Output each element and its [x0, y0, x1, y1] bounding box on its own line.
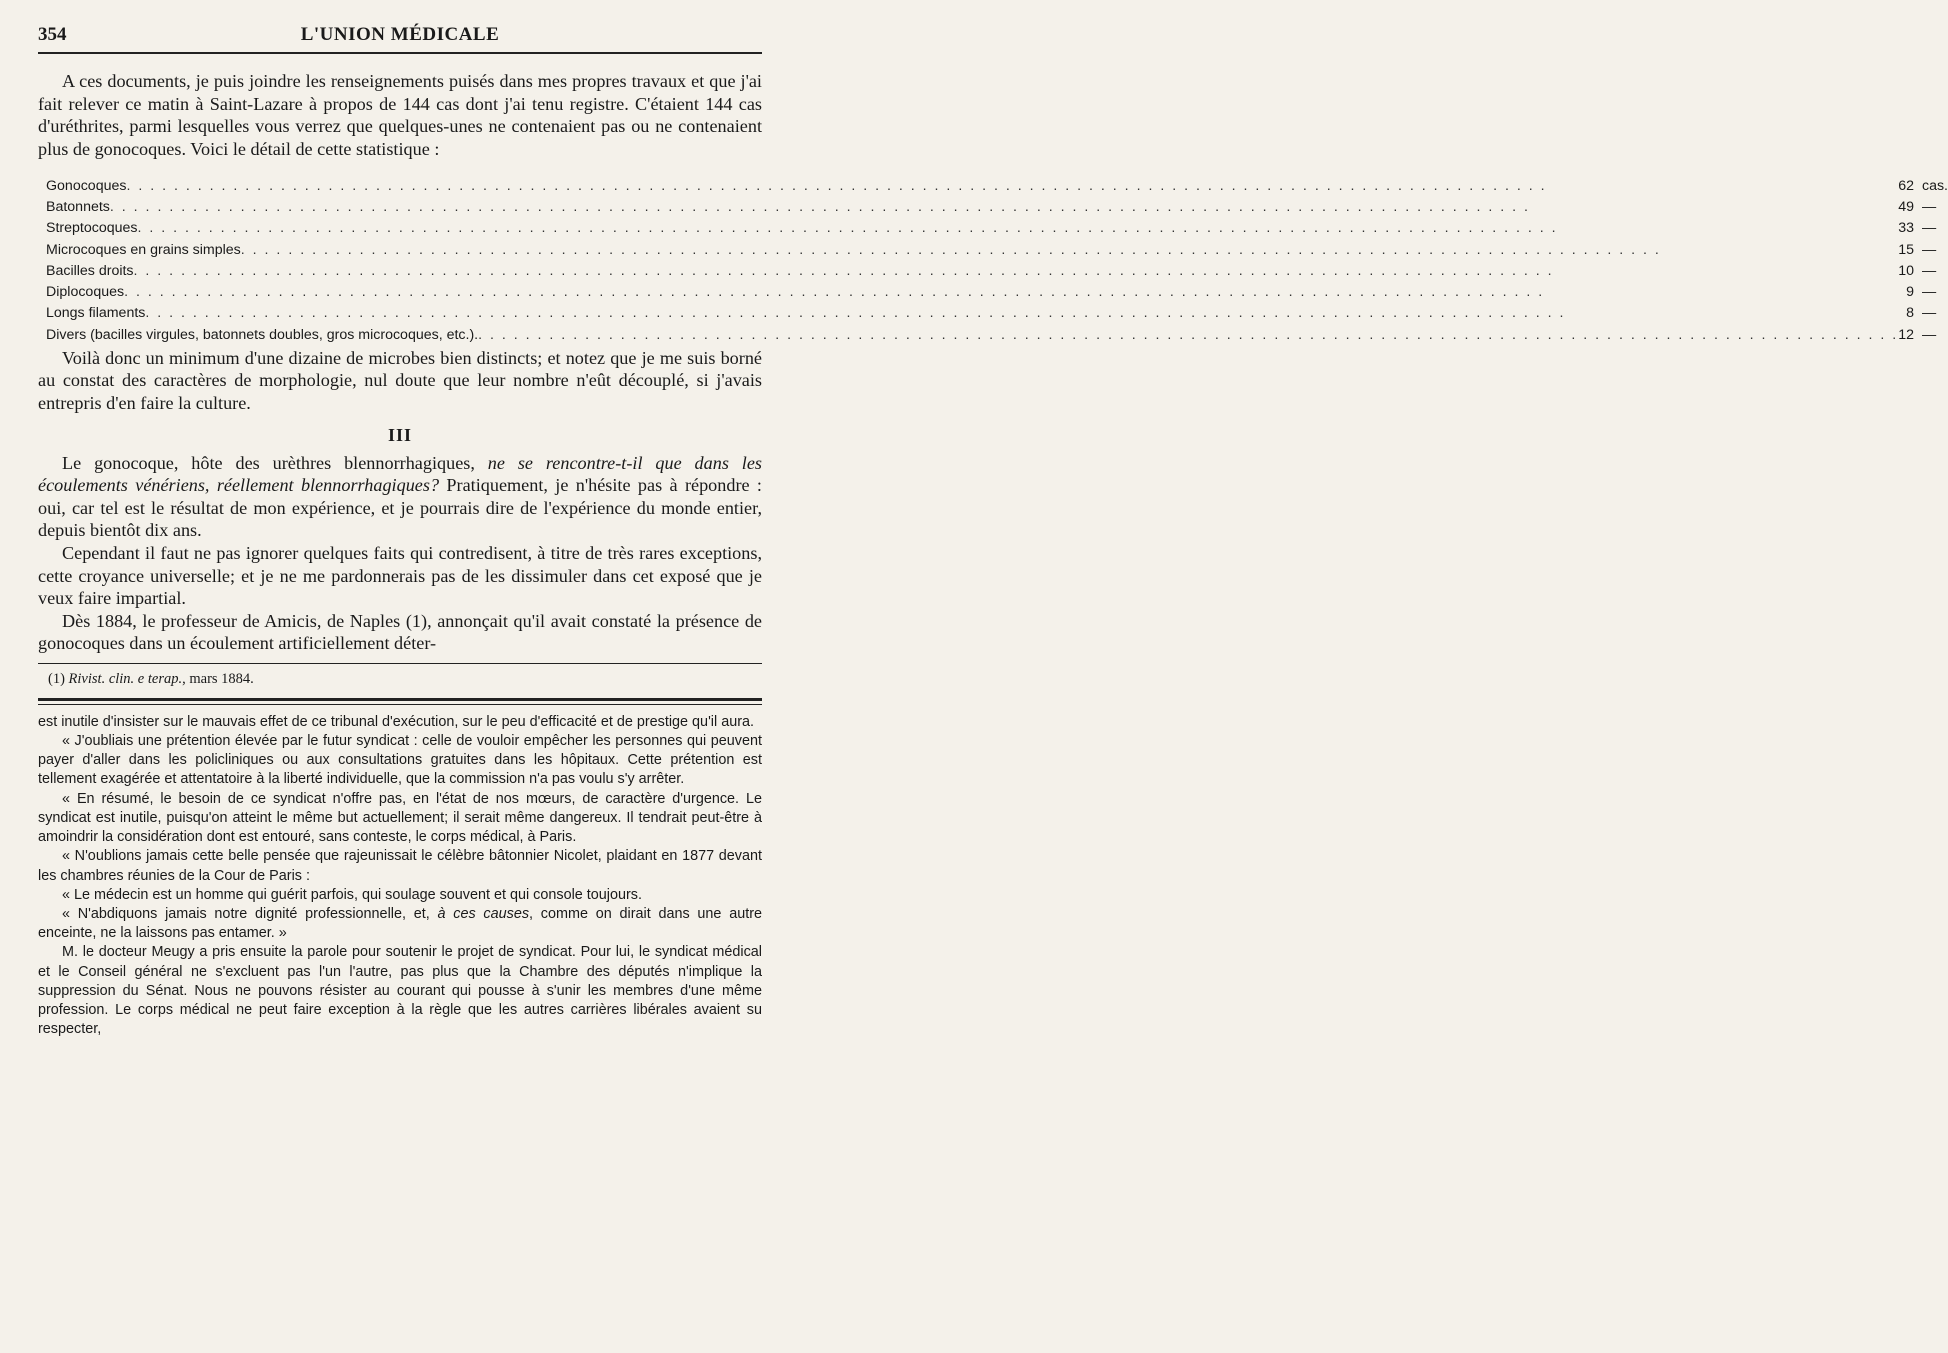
- stat-unit: —: [1921, 305, 1937, 322]
- feuilleton-separator-thin: [38, 704, 762, 705]
- feuilleton-paragraph-6: « N'abdiquons jamais notre dignité professionnelle, et, à ces causes, comme on dirait dans une autre enceinte, ne la laissons pas entamer. »: [38, 905, 762, 942]
- stat-unit: —: [1921, 198, 1937, 215]
- footnote: (1) Rivist. clin. e terap., mars 1884.: [48, 670, 254, 687]
- feuilleton-paragraph-1: est inutile d'insister sur le mauvais effet de ce tribunal d'exécution, sur le peu d'efficacité et de prestige qu'il aura.: [38, 713, 755, 730]
- stat-count: 62: [1898, 177, 1914, 194]
- leader-dots: . . . . . . . . . . . . . . . . . . . . . . . . . . . . . . . . . . . . . . . . . . . . . . . . . . . . . . . . . . . . . . . . . . . . . . . . . . . . . . . . . . . . . . . . . . . . . . . . . . . . . . . . . . . . . . . . . . . . . . . .: [137, 220, 1558, 237]
- stat-label-cell: [38, 300, 1898, 321]
- stat-label-cell: [38, 194, 1898, 215]
- stat-row: [38, 194, 1948, 215]
- stat-unit: —: [1921, 284, 1937, 301]
- stat-count: 33: [1898, 220, 1914, 237]
- paragraph-exceptions: Cependant il faut ne pas ignorer quelques faits qui contredisent, à titre de très rares exceptions, cette croyance universelle; et je ne me pardonnerais pas de les dissimuler dans cet exposé que je veux faire impartial.: [38, 542, 762, 609]
- stat-label-cell: [38, 258, 1898, 279]
- section-heading: III: [387, 424, 412, 445]
- stat-count: 15: [1898, 241, 1914, 258]
- stat-row: [38, 300, 1948, 321]
- page-body: [38, 70, 1948, 1039]
- page-header: [38, 22, 762, 56]
- stat-unit: —: [1921, 326, 1937, 343]
- feuilleton-paragraph-2: « J'oubliais une prétention élevée par le futur syndicat : celle de vouloir empêcher les personnes qui peuvent payer d'aller dans les policliniques ou aux consultations gratuites dans les hôpitaux. Cette prétention est tellement exagérée et attentatoire à la liberté individuelle, que la commission n'a pas voulu s'y arrêter.: [38, 733, 762, 788]
- feuilleton-paragraph-4: « N'oublions jamais cette belle pensée que rajeunissait le célèbre bâtonnier Nicolet, plaidant en 1877 devant les chambres réunies de la Cour de Paris :: [38, 848, 762, 884]
- feuilleton: [38, 713, 762, 1039]
- stat-count: 12: [1898, 326, 1914, 343]
- stat-label-cell: [38, 236, 1898, 257]
- stat-row: [38, 236, 1948, 257]
- header-rule: [38, 52, 762, 54]
- statistics-table: [38, 172, 1948, 342]
- stat-row: [38, 215, 1948, 236]
- feuilleton-separator: [38, 698, 762, 701]
- footnote-rule: [38, 663, 762, 664]
- stat-unit: cas.: [1921, 177, 1948, 194]
- intro-paragraph: A ces documents, je puis joindre les renseignements puisés dans mes propres travaux et que j'ai fait relever ce matin à Saint-Lazare à propos de 144 cas dont j'ai tenu registre. C'étaient 144 cas d'uréthrites, parmi lesquelles vous verrez que quelques-unes ne contenaient pas ou ne contenaient plus de gonocoques. Voici le détail de cette statistique :: [38, 71, 762, 159]
- paragraph-amicis: Dès 1884, le professeur de Amicis, de Naples (1), annonçait qu'il avait constaté la présence de gonocoques dans un écoulement artificiellement déter-: [38, 610, 762, 654]
- stat-unit: —: [1921, 241, 1937, 258]
- stat-row: [38, 258, 1948, 279]
- leader-dots: . . . . . . . . . . . . . . . . . . . . . . . . . . . . . . . . . . . . . . . . . . . . . . . . . . . . . . . . . . . . . . . . . . . . . . . . . . . . . . . . . . . . . . . . . . . . . . . . . . . . . . . . . . . . . . . . . . . . . . . .: [240, 241, 1661, 258]
- leader-dots: . . . . . . . . . . . . . . . . . . . . . . . . . . . . . . . . . . . . . . . . . . . . . . . . . . . . . . . . . . . . . . . . . . . . . . . . . . . . . . . . . . . . . . . . . . . . . . . . . . . . . . . . . . . . . . . . . . . . . . . .: [126, 177, 1547, 194]
- leader-dots: . . . . . . . . . . . . . . . . . . . . . . . . . . . . . . . . . . . . . . . . . . . . . . . . . . . . . . . . . . . . . . . . . . . . . . . . . . . . . . . . . . . . . . . . . . . . . . . . . . . . . . . . . . . . . . . . . . . . . . . .: [478, 326, 1899, 343]
- stat-unit: —: [1921, 220, 1937, 237]
- leader-dots: . . . . . . . . . . . . . . . . . . . . . . . . . . . . . . . . . . . . . . . . . . . . . . . . . . . . . . . . . . . . . . . . . . . . . . . . . . . . . . . . . . . . . . . . . . . . . . . . . . . . . . . . . . . . . . . . . . . . . . . .: [145, 305, 1566, 322]
- stat-label: Microcoques en grains simples: [46, 241, 241, 258]
- stat-label: Divers (bacilles virgules, batonnets doubles, gros microcoques, etc.).: [46, 326, 479, 343]
- stat-label-cell: [38, 172, 1898, 193]
- stat-row: [38, 172, 1948, 193]
- leader-dots: . . . . . . . . . . . . . . . . . . . . . . . . . . . . . . . . . . . . . . . . . . . . . . . . . . . . . . . . . . . . . . . . . . . . . . . . . . . . . . . . . . . . . . . . . . . . . . . . . . . . . . . . . . . . . . . . . . . . . . . .: [109, 198, 1530, 215]
- paragraph-gonocoque-question: Le gonocoque, hôte des urèthres blennorrhagiques, ne se rencontre-t-il que dans les écoulements vénériens, réellement blennorrhagiques? Pratiquement, je n'hésite pas à répondre : oui, car tel est le résultat de mon expérience, et je pourrais dire de l'expérience du monde entier, depuis bientôt dix ans.: [38, 452, 762, 541]
- feuilleton-paragraph-3: « En résumé, le besoin de ce syndicat n'offre pas, en l'état de nos mœurs, de caractère d'urgence. Le syndicat est inutile, puisqu'on atteint le même but actuellement; il serait même dangereux. Il tendrait peut-être à amoindrir la considération dont est entouré, sans conteste, le corps médical, à Paris.: [38, 790, 762, 846]
- stat-label-cell: [38, 321, 1898, 342]
- stat-label: Gonocoques: [46, 177, 127, 194]
- stat-label: Streptocoques: [46, 220, 138, 237]
- stat-label: Bacilles droits: [46, 262, 134, 279]
- stat-count: 10: [1898, 262, 1914, 279]
- leader-dots: . . . . . . . . . . . . . . . . . . . . . . . . . . . . . . . . . . . . . . . . . . . . . . . . . . . . . . . . . . . . . . . . . . . . . . . . . . . . . . . . . . . . . . . . . . . . . . . . . . . . . . . . . . . . . . . . . . . . . . . .: [124, 284, 1545, 301]
- feuilleton-paragraph-7: M. le docteur Meugy a pris ensuite la parole pour soutenir le projet de syndicat. Pour lui, le syndicat médical et le Conseil général ne s'excluent pas l'un l'autre, pas plus que la Chambre des députés n'implique la suppression du Sénat. Nous ne pouvons résister au courant qui pousse à s'unir les membres d'une même profession. Le corps médical ne peut faire exception à la règle que les autres carrières libérales avaient su respecter,: [38, 944, 762, 1038]
- stat-count: 9: [1906, 284, 1914, 301]
- stat-label: Batonnets: [46, 198, 110, 215]
- stat-unit: —: [1921, 262, 1937, 279]
- stat-row: [38, 279, 1948, 300]
- stat-label-cell: [38, 215, 1898, 236]
- conclusion-paragraph: Voilà donc un minimum d'une dizaine de microbes bien distincts; et notez que je me suis borné au constat des caractères de morphologie, nul doute que leur nombre n'eût découplé, si j'avais entrepris d'en faire la culture.: [38, 347, 762, 413]
- feuilleton-paragraph-5: « Le médecin est un homme qui guérit parfois, qui soulage souvent et qui console toujours.: [62, 886, 642, 903]
- stat-label: Longs filaments: [46, 305, 146, 322]
- stat-label: Diplocoques: [46, 284, 125, 301]
- main-article: [38, 70, 1948, 688]
- stat-row: [38, 321, 1948, 342]
- journal-title: L'UNION MÉDICALE: [300, 24, 500, 45]
- stat-count: 8: [1906, 305, 1914, 322]
- stat-count: 49: [1898, 198, 1914, 215]
- page-number: 354: [38, 24, 67, 45]
- leader-dots: . . . . . . . . . . . . . . . . . . . . . . . . . . . . . . . . . . . . . . . . . . . . . . . . . . . . . . . . . . . . . . . . . . . . . . . . . . . . . . . . . . . . . . . . . . . . . . . . . . . . . . . . . . . . . . . . . . . . . . . .: [133, 262, 1554, 279]
- stat-label-cell: [38, 279, 1898, 300]
